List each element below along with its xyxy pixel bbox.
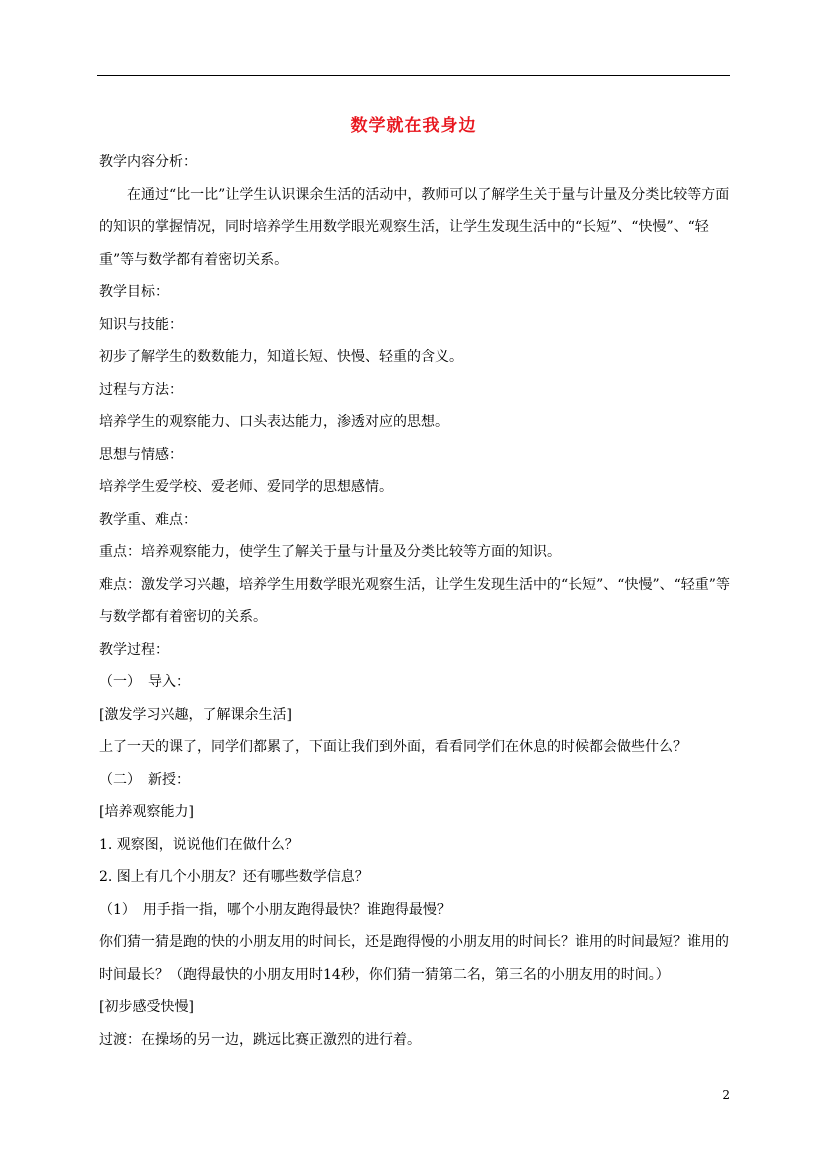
guess-paragraph: 你们猜一猜是跑的快的小朋友用的时间长，还是跑得慢的小朋友用的时间长？谁用的时间最短？谁用的时间最长？（跑得最快的小朋友用时14秒，你们猜一猜第二名，第三名的小朋友用的时间。）: [99, 934, 729, 983]
header-rule: [97, 75, 730, 76]
process-methods-text: 培养学生的观察能力、口头表达能力，渗透对应的思想。: [99, 414, 449, 430]
document-body: [99, 146, 731, 1056]
section-heading-key-points: 教学重、难点：: [99, 511, 197, 528]
section-heading-teaching-process: 教学过程：: [99, 641, 169, 658]
document-title: 数学就在我身边: [350, 116, 477, 136]
subheading-process-methods: 过程与方法：: [99, 381, 183, 398]
subheading-knowledge-skills: 知识与技能：: [99, 316, 183, 333]
section-heading-objectives: 教学目标：: [99, 284, 169, 300]
content-analysis-paragraph: 在通过“比一比”让学生认识课余生活的活动中，教师可以了解学生关于量与计量及分类比较等方面的知识的掌握情况，同时培养学生用数学眼光观察生活，让学生发现生活中的“长短”、“快慢”、“轻重”等与数学都有着密切关系。: [99, 186, 730, 268]
sub-item-1: （1） 用手指一指，哪个小朋友跑得最快？谁跑得最慢？: [99, 901, 451, 918]
introduction-text: 上了一天的课了，同学们都累了，下面让我们到外面，看看同学们在休息的时候都会做些什么？: [99, 739, 687, 755]
list-item-1: 1. 观察图，说说他们在做什么？: [99, 836, 299, 853]
thoughts-emotions-text: 培养学生爱学校、爱老师、爱同学的思想感情。: [99, 479, 393, 495]
difficult-point-text: 难点：激发学习兴趣，培养学生用数学眼光观察生活，让学生发现生活中的“长短”、“快慢”、“轻重”等与数学都有着密切的关系。: [99, 576, 730, 625]
bracket-note-speed: [初步感受快慢]: [99, 999, 194, 1015]
page-number: 2: [722, 1088, 730, 1102]
subheading-thoughts-emotions: 思想与情感：: [99, 446, 183, 463]
section-heading-content-analysis: 教学内容分析：: [99, 154, 197, 170]
list-item-2: 2. 图上有几个小朋友？还有哪些数学信息？: [99, 869, 369, 885]
knowledge-skills-text: 初步了解学生的数数能力，知道长短、快慢、轻重的含义。: [99, 349, 463, 365]
step-introduction-heading: （一） 导入：: [99, 674, 190, 690]
key-point-text: 重点：培养观察能力，使学生了解关于量与计量及分类比较等方面的知识。: [99, 544, 561, 560]
transition-text: 过渡：在操场的另一边，跳远比赛正激烈的进行着。: [99, 1031, 421, 1048]
bracket-note-interest: [激发学习兴趣，了解课余生活]: [99, 706, 292, 723]
bracket-note-observation: [培养观察能力]: [99, 804, 194, 820]
step-new-lesson-heading: （二） 新授：: [99, 771, 190, 788]
